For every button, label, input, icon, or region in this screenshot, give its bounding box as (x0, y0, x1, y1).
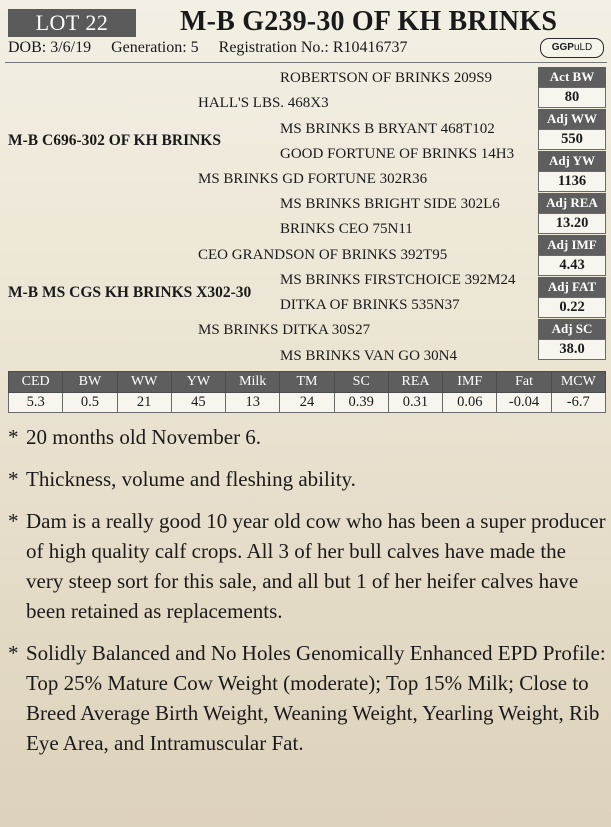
note-text: 20 months old November 6. (26, 425, 262, 449)
epd-value-row (9, 393, 606, 413)
note-marker: * (8, 641, 19, 665)
sire-sire-dam: MS BRINKS B BRYANT 468T102 (280, 121, 495, 137)
actual-label: Adj FAT (538, 277, 606, 297)
dam-sire-sire: BRINKS CEO 75N11 (280, 221, 413, 237)
note-marker: * (8, 509, 19, 533)
note-item (8, 506, 608, 626)
epd-value-cell: 24 (280, 393, 334, 413)
sire-sire-sire: ROBERTSON OF BRINKS 209S9 (280, 70, 493, 86)
lot-number-badge: LOT 22 (8, 9, 136, 37)
actual-value: 1136 (538, 171, 606, 192)
dam-dam-dam: MS BRINKS VAN GO 30N4 (280, 348, 457, 364)
epd-value-cell: 0.5 (63, 393, 117, 413)
dam-dam-sire: DITKA OF BRINKS 535N37 (280, 297, 460, 313)
ggp-badge-suffix: uLD (573, 42, 593, 53)
dam-sire-dam: MS BRINKS FIRSTCHOICE 392M24 (280, 272, 516, 288)
actual-label: Adj YW (538, 151, 606, 171)
actual-measurements-column (538, 67, 606, 361)
generation: Generation: 5 (111, 39, 199, 56)
dam-sire: CEO GRANDSON OF BRINKS 392T95 (198, 247, 448, 263)
registration-number: Registration No.: R10416737 (218, 39, 408, 56)
ggp-uld-badge (540, 38, 604, 58)
dam-dam: MS BRINKS DITKA 30S27 (198, 322, 371, 338)
note-text: Thickness, volume and fleshing ability. (26, 467, 356, 491)
epd-value-cell: 0.39 (334, 393, 388, 413)
epd-header-cell: Fat (497, 372, 551, 393)
epd-header-cell: REA (388, 372, 442, 393)
actual-value: 0.22 (538, 297, 606, 318)
note-item (8, 422, 608, 452)
sire: M-B C696-302 OF KH BRINKS (8, 132, 221, 149)
epd-value-cell: 21 (117, 393, 171, 413)
epd-value-cell: 0.31 (388, 393, 442, 413)
epd-value-cell: 0.06 (443, 393, 497, 413)
epd-table (8, 371, 606, 413)
epd-value-cell: 5.3 (9, 393, 63, 413)
actual-label: Adj IMF (538, 235, 606, 255)
epd-value-cell: 45 (171, 393, 225, 413)
sire-dam-sire: GOOD FORTUNE OF BRINKS 14H3 (280, 146, 515, 162)
actual-label: Act BW (538, 67, 606, 87)
epd-header-cell: Milk (226, 372, 280, 393)
note-marker: * (8, 467, 19, 491)
info-row (8, 38, 538, 58)
animal-name: M-B G239-30 OF KH BRINKS (180, 6, 558, 37)
actual-value: 13.20 (538, 213, 606, 234)
epd-header-cell: MCW (551, 372, 605, 393)
pedigree-chart (0, 66, 540, 370)
actual-label: Adj WW (538, 109, 606, 129)
dam: M-B MS CGS KH BRINKS X302-30 (8, 284, 252, 301)
epd-header-cell: IMF (443, 372, 497, 393)
note-text: Dam is a really good 10 year old cow who has been a super producer of high quality calf crops. All 3 of her bull calves have made the very steep sort for this sale, and all but 1 of her heifer calves have been retained as replacements. (26, 509, 606, 623)
sire-sire: HALL'S LBS. 468X3 (198, 95, 329, 111)
note-text: Solidly Balanced and No Holes Genomically Enhanced EPD Profile: Top 25% Mature Cow Weight (moderate); Top 15% Milk; Close to Breed Average Birth Weight, Weaning Weight, Yearling Weight, Rib Eye Area, and Intramuscular Fat. (26, 641, 606, 755)
actual-value: 550 (538, 129, 606, 150)
epd-value-cell: 13 (226, 393, 280, 413)
epd-header-cell: WW (117, 372, 171, 393)
dob: DOB: 3/6/19 (8, 39, 92, 56)
sire-dam-dam: MS BRINKS BRIGHT SIDE 302L6 (280, 196, 500, 212)
actual-label: Adj REA (538, 193, 606, 213)
actual-value: 4.43 (538, 255, 606, 276)
epd-header-cell: YW (171, 372, 225, 393)
epd-header-cell: CED (9, 372, 63, 393)
epd-header-cell: SC (334, 372, 388, 393)
sire-dam: MS BRINKS GD FORTUNE 302R36 (198, 171, 428, 187)
note-item (8, 464, 608, 494)
epd-header-cell: BW (63, 372, 117, 393)
actual-value: 38.0 (538, 339, 606, 360)
actual-label: Adj SC (538, 319, 606, 339)
epd-value-cell: -6.7 (551, 393, 605, 413)
note-marker: * (8, 425, 19, 449)
ggp-badge-main: GGP (551, 42, 574, 53)
lot-header (0, 6, 611, 38)
header-divider (5, 62, 607, 63)
actual-value: 80 (538, 87, 606, 108)
note-item (8, 638, 608, 758)
lot-notes (8, 422, 608, 770)
epd-value-cell: -0.04 (497, 393, 551, 413)
epd-header-cell: TM (280, 372, 334, 393)
epd-header-row (9, 372, 606, 393)
